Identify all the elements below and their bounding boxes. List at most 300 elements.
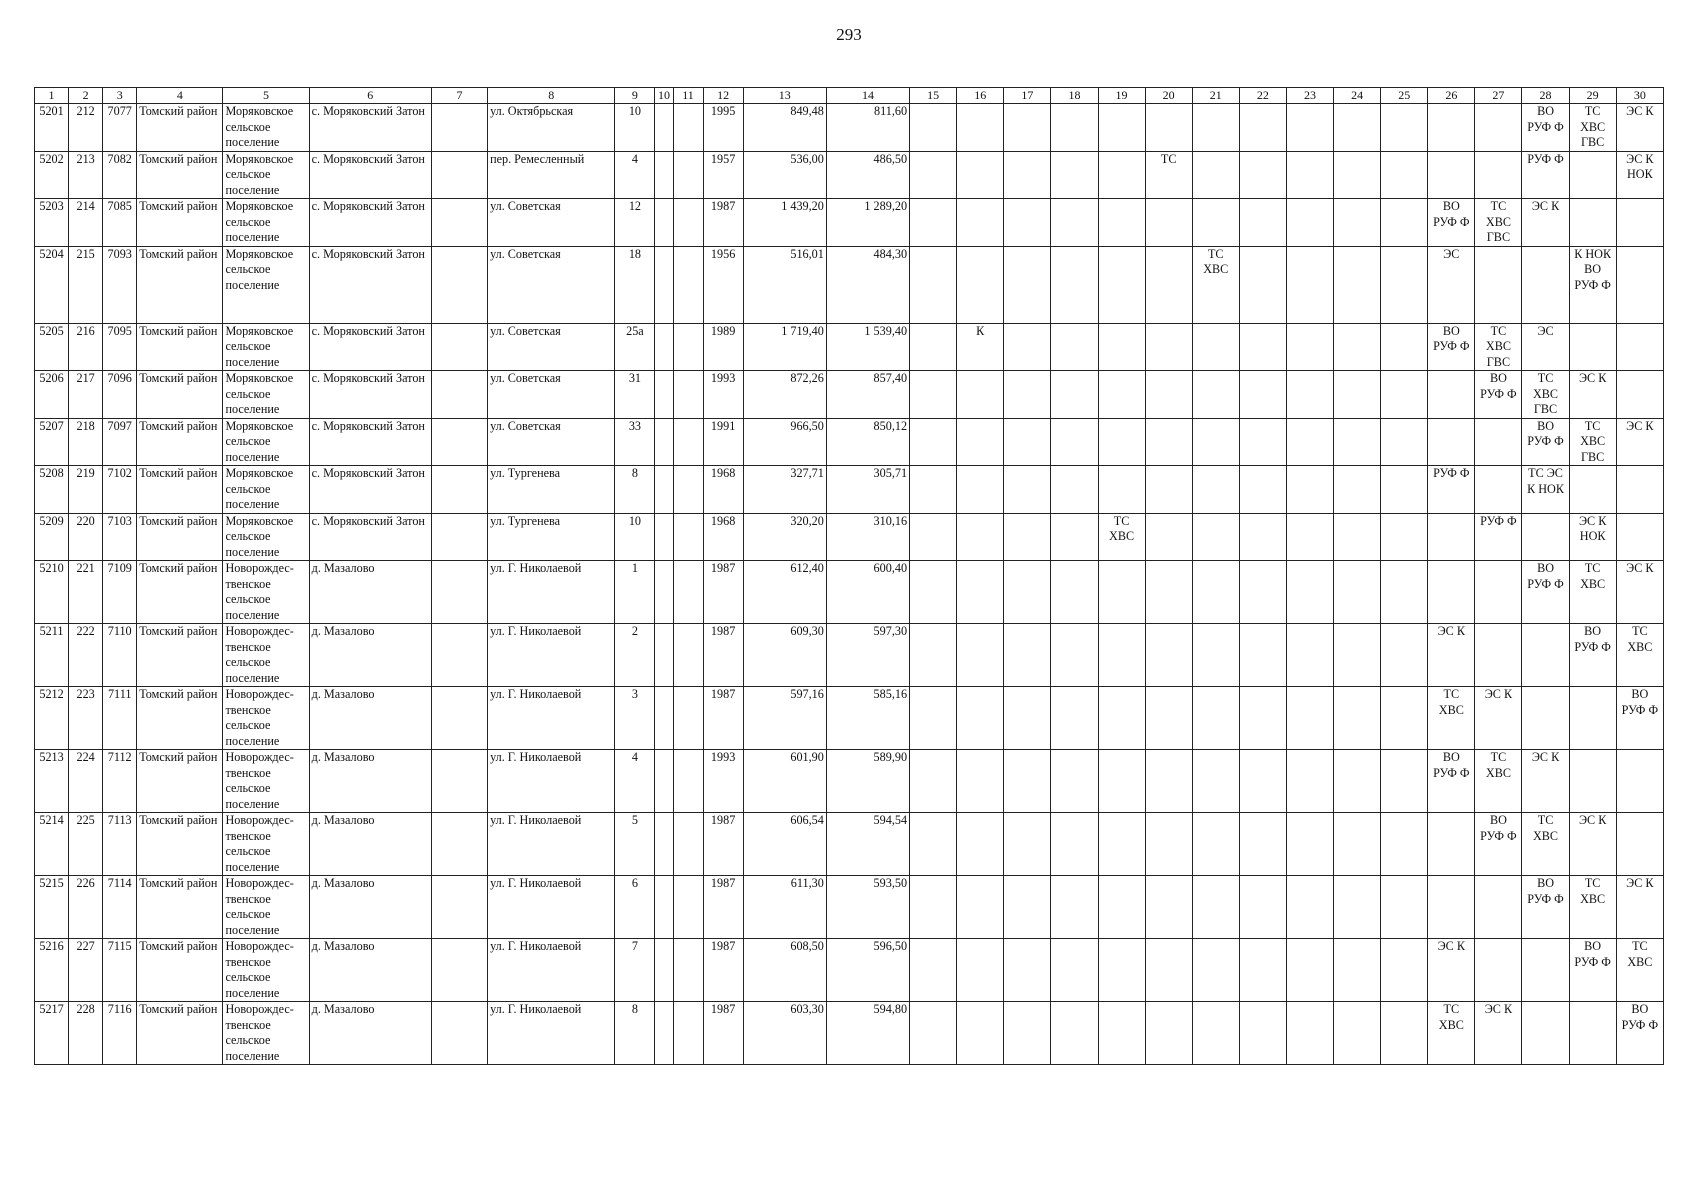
- column-11-cell: [673, 104, 703, 152]
- column-10-cell: [655, 624, 673, 687]
- column-header-28: 28: [1522, 88, 1569, 104]
- work-type-cell-17: [1004, 876, 1051, 939]
- work-type-cell-30: ЭС К: [1616, 104, 1663, 152]
- year-built-cell: 1995: [703, 104, 743, 152]
- settlement-cell: Моряковское сельское поселение: [223, 513, 309, 561]
- settlement-cell: Новорождес-твенское сельское поселение: [223, 561, 309, 624]
- work-type-cell-26: [1428, 813, 1475, 876]
- column-header-22: 22: [1239, 88, 1286, 104]
- column-header-23: 23: [1286, 88, 1333, 104]
- locality-cell: с. Моряковский Затон: [309, 418, 431, 466]
- page-number: 293: [836, 25, 862, 44]
- work-type-cell-18: [1051, 1002, 1098, 1065]
- work-type-cell-21: [1192, 750, 1239, 813]
- work-type-cell-30: ЭС К: [1616, 561, 1663, 624]
- object-code-cell: 7082: [103, 151, 137, 199]
- work-type-cell-17: [1004, 813, 1051, 876]
- column-7-cell: [431, 561, 487, 624]
- work-type-cell-23: [1286, 624, 1333, 687]
- work-type-cell-21: [1192, 561, 1239, 624]
- work-type-cell-24: [1334, 624, 1381, 687]
- work-type-cell-26: РУФ Ф: [1428, 466, 1475, 514]
- work-type-cell-26: ВО РУФ Ф: [1428, 323, 1475, 371]
- column-11-cell: [673, 371, 703, 419]
- settlement-cell: Моряковское сельское поселение: [223, 418, 309, 466]
- column-7-cell: [431, 246, 487, 323]
- object-code-cell: 7109: [103, 561, 137, 624]
- column-10-cell: [655, 1002, 673, 1065]
- work-type-cell-19: [1098, 199, 1145, 247]
- work-type-cell-23: [1286, 1002, 1333, 1065]
- work-type-cell-23: [1286, 687, 1333, 750]
- work-type-cell-17: [1004, 1002, 1051, 1065]
- row-number-cell: 5202: [35, 151, 69, 199]
- work-type-cell-22: [1239, 750, 1286, 813]
- work-type-cell-15: [910, 876, 957, 939]
- sequence-number-cell: 228: [69, 1002, 103, 1065]
- living-area-cell: 305,71: [826, 466, 909, 514]
- work-type-cell-20: [1145, 246, 1192, 323]
- street-cell: ул. Г. Николаевой: [488, 813, 615, 876]
- work-type-cell-27: ТС ХВС ГВС: [1475, 199, 1522, 247]
- table-row: [35, 104, 1664, 152]
- column-11-cell: [673, 513, 703, 561]
- column-header-15: 15: [910, 88, 957, 104]
- living-area-cell: 596,50: [826, 939, 909, 1002]
- work-type-cell-22: [1239, 1002, 1286, 1065]
- sequence-number-cell: 226: [69, 876, 103, 939]
- living-area-cell: 857,40: [826, 371, 909, 419]
- column-10-cell: [655, 939, 673, 1002]
- table-row: [35, 750, 1664, 813]
- work-type-cell-28: ВО РУФ Ф: [1522, 561, 1569, 624]
- column-number-row: [35, 88, 1664, 104]
- work-type-cell-26: [1428, 151, 1475, 199]
- locality-cell: д. Мазалово: [309, 624, 431, 687]
- work-type-cell-18: [1051, 876, 1098, 939]
- total-area-cell: 611,30: [743, 876, 826, 939]
- work-type-cell-30: [1616, 199, 1663, 247]
- work-type-cell-15: [910, 371, 957, 419]
- sequence-number-cell: 219: [69, 466, 103, 514]
- work-type-cell-18: [1051, 750, 1098, 813]
- table-row: [35, 561, 1664, 624]
- column-10-cell: [655, 750, 673, 813]
- column-11-cell: [673, 939, 703, 1002]
- year-built-cell: 1987: [703, 813, 743, 876]
- year-built-cell: 1987: [703, 687, 743, 750]
- total-area-cell: 608,50: [743, 939, 826, 1002]
- column-7-cell: [431, 151, 487, 199]
- column-header-1: 1: [35, 88, 69, 104]
- house-number-cell: 2: [615, 624, 655, 687]
- work-type-cell-29: [1569, 750, 1616, 813]
- street-cell: ул. Советская: [488, 323, 615, 371]
- work-type-cell-15: [910, 513, 957, 561]
- work-type-cell-28: РУФ Ф: [1522, 151, 1569, 199]
- work-type-cell-20: [1145, 624, 1192, 687]
- work-type-cell-15: [910, 246, 957, 323]
- work-type-cell-25: [1381, 371, 1428, 419]
- work-type-cell-24: [1334, 876, 1381, 939]
- work-type-cell-28: ВО РУФ Ф: [1522, 876, 1569, 939]
- column-header-30: 30: [1616, 88, 1663, 104]
- year-built-cell: 1968: [703, 466, 743, 514]
- work-type-cell-24: [1334, 466, 1381, 514]
- work-type-cell-20: [1145, 1002, 1192, 1065]
- living-area-cell: 597,30: [826, 624, 909, 687]
- column-10-cell: [655, 199, 673, 247]
- work-type-cell-30: [1616, 323, 1663, 371]
- work-type-cell-24: [1334, 323, 1381, 371]
- work-type-cell-17: [1004, 104, 1051, 152]
- work-type-cell-15: [910, 466, 957, 514]
- work-type-cell-25: [1381, 813, 1428, 876]
- year-built-cell: 1987: [703, 1002, 743, 1065]
- work-type-cell-22: [1239, 624, 1286, 687]
- house-number-cell: 25а: [615, 323, 655, 371]
- object-code-cell: 7103: [103, 513, 137, 561]
- work-type-cell-19: ТС ХВС: [1098, 513, 1145, 561]
- column-10-cell: [655, 371, 673, 419]
- living-area-cell: 1 289,20: [826, 199, 909, 247]
- work-type-cell-20: [1145, 513, 1192, 561]
- street-cell: ул. Г. Николаевой: [488, 561, 615, 624]
- column-header-17: 17: [1004, 88, 1051, 104]
- work-type-cell-25: [1381, 323, 1428, 371]
- living-area-cell: 310,16: [826, 513, 909, 561]
- work-type-cell-27: [1475, 466, 1522, 514]
- work-type-cell-27: ЭС К: [1475, 687, 1522, 750]
- work-type-cell-28: [1522, 624, 1569, 687]
- total-area-cell: 1 719,40: [743, 323, 826, 371]
- column-7-cell: [431, 104, 487, 152]
- registry-table: [34, 87, 1664, 1065]
- column-7-cell: [431, 199, 487, 247]
- work-type-cell-24: [1334, 687, 1381, 750]
- table-row: [35, 371, 1664, 419]
- work-type-cell-28: ТС ЭС К НОК: [1522, 466, 1569, 514]
- work-type-cell-20: [1145, 561, 1192, 624]
- locality-cell: с. Моряковский Затон: [309, 199, 431, 247]
- settlement-cell: Моряковское сельское поселение: [223, 323, 309, 371]
- work-type-cell-25: [1381, 513, 1428, 561]
- work-type-cell-19: [1098, 813, 1145, 876]
- work-type-cell-26: ЭС К: [1428, 624, 1475, 687]
- work-type-cell-24: [1334, 199, 1381, 247]
- living-area-cell: 486,50: [826, 151, 909, 199]
- living-area-cell: 589,90: [826, 750, 909, 813]
- work-type-cell-22: [1239, 371, 1286, 419]
- work-type-cell-30: ЭС К: [1616, 876, 1663, 939]
- work-type-cell-28: ТС ХВС: [1522, 813, 1569, 876]
- work-type-cell-23: [1286, 561, 1333, 624]
- column-7-cell: [431, 624, 487, 687]
- work-type-cell-23: [1286, 246, 1333, 323]
- settlement-cell: Моряковское сельское поселение: [223, 151, 309, 199]
- object-code-cell: 7111: [103, 687, 137, 750]
- column-11-cell: [673, 687, 703, 750]
- work-type-cell-15: [910, 561, 957, 624]
- work-type-cell-22: [1239, 418, 1286, 466]
- work-type-cell-15: [910, 939, 957, 1002]
- work-type-cell-17: [1004, 750, 1051, 813]
- work-type-cell-23: [1286, 513, 1333, 561]
- work-type-cell-26: [1428, 876, 1475, 939]
- work-type-cell-28: [1522, 1002, 1569, 1065]
- street-cell: ул. Октябрьская: [488, 104, 615, 152]
- work-type-cell-21: [1192, 418, 1239, 466]
- work-type-cell-25: [1381, 687, 1428, 750]
- work-type-cell-23: [1286, 876, 1333, 939]
- work-type-cell-23: [1286, 371, 1333, 419]
- work-type-cell-29: [1569, 199, 1616, 247]
- work-type-cell-16: [957, 624, 1004, 687]
- work-type-cell-27: [1475, 624, 1522, 687]
- work-type-cell-25: [1381, 199, 1428, 247]
- column-11-cell: [673, 876, 703, 939]
- row-number-cell: 5204: [35, 246, 69, 323]
- year-built-cell: 1968: [703, 513, 743, 561]
- settlement-cell: Новорождес-твенское сельское поселение: [223, 624, 309, 687]
- work-type-cell-15: [910, 624, 957, 687]
- house-number-cell: 3: [615, 687, 655, 750]
- work-type-cell-17: [1004, 418, 1051, 466]
- work-type-cell-18: [1051, 513, 1098, 561]
- row-number-cell: 5205: [35, 323, 69, 371]
- column-7-cell: [431, 371, 487, 419]
- column-header-26: 26: [1428, 88, 1475, 104]
- table-row: [35, 323, 1664, 371]
- column-7-cell: [431, 323, 487, 371]
- living-area-cell: 484,30: [826, 246, 909, 323]
- work-type-cell-18: [1051, 624, 1098, 687]
- street-cell: ул. Тургенева: [488, 466, 615, 514]
- work-type-cell-19: [1098, 104, 1145, 152]
- settlement-cell: Моряковское сельское поселение: [223, 199, 309, 247]
- house-number-cell: 10: [615, 513, 655, 561]
- settlement-cell: Новорождес-твенское сельское поселение: [223, 750, 309, 813]
- locality-cell: д. Мазалово: [309, 750, 431, 813]
- locality-cell: с. Моряковский Затон: [309, 246, 431, 323]
- living-area-cell: 593,50: [826, 876, 909, 939]
- work-type-cell-16: [957, 466, 1004, 514]
- work-type-cell-15: [910, 418, 957, 466]
- work-type-cell-17: [1004, 513, 1051, 561]
- work-type-cell-24: [1334, 371, 1381, 419]
- work-type-cell-19: [1098, 323, 1145, 371]
- work-type-cell-16: [957, 151, 1004, 199]
- work-type-cell-30: [1616, 466, 1663, 514]
- settlement-cell: Новорождес-твенское сельское поселение: [223, 876, 309, 939]
- sequence-number-cell: 214: [69, 199, 103, 247]
- work-type-cell-21: [1192, 513, 1239, 561]
- work-type-cell-16: [957, 561, 1004, 624]
- work-type-cell-22: [1239, 466, 1286, 514]
- year-built-cell: 1991: [703, 418, 743, 466]
- locality-cell: с. Моряковский Затон: [309, 513, 431, 561]
- total-area-cell: 609,30: [743, 624, 826, 687]
- work-type-cell-17: [1004, 939, 1051, 1002]
- living-area-cell: 1 539,40: [826, 323, 909, 371]
- column-10-cell: [655, 876, 673, 939]
- street-cell: ул. Г. Николаевой: [488, 624, 615, 687]
- work-type-cell-24: [1334, 813, 1381, 876]
- locality-cell: с. Моряковский Затон: [309, 104, 431, 152]
- total-area-cell: 516,01: [743, 246, 826, 323]
- work-type-cell-28: ЭС: [1522, 323, 1569, 371]
- work-type-cell-15: [910, 199, 957, 247]
- work-type-cell-22: [1239, 199, 1286, 247]
- work-type-cell-18: [1051, 199, 1098, 247]
- column-header-21: 21: [1192, 88, 1239, 104]
- year-built-cell: 1993: [703, 750, 743, 813]
- work-type-cell-17: [1004, 624, 1051, 687]
- work-type-cell-19: [1098, 561, 1145, 624]
- district-cell: Томский район: [137, 104, 223, 152]
- work-type-cell-25: [1381, 466, 1428, 514]
- column-11-cell: [673, 750, 703, 813]
- work-type-cell-27: [1475, 561, 1522, 624]
- street-cell: ул. Советская: [488, 246, 615, 323]
- settlement-cell: Моряковское сельское поселение: [223, 466, 309, 514]
- locality-cell: с. Моряковский Затон: [309, 371, 431, 419]
- work-type-cell-23: [1286, 466, 1333, 514]
- settlement-cell: Моряковское сельское поселение: [223, 104, 309, 152]
- street-cell: ул. Г. Николаевой: [488, 1002, 615, 1065]
- house-number-cell: 4: [615, 151, 655, 199]
- total-area-cell: 1 439,20: [743, 199, 826, 247]
- work-type-cell-20: [1145, 750, 1192, 813]
- total-area-cell: 849,48: [743, 104, 826, 152]
- work-type-cell-28: [1522, 246, 1569, 323]
- work-type-cell-18: [1051, 813, 1098, 876]
- work-type-cell-17: [1004, 199, 1051, 247]
- work-type-cell-19: [1098, 466, 1145, 514]
- row-number-cell: 5201: [35, 104, 69, 152]
- work-type-cell-22: [1239, 939, 1286, 1002]
- work-type-cell-20: [1145, 323, 1192, 371]
- total-area-cell: 603,30: [743, 1002, 826, 1065]
- column-header-6: 6: [309, 88, 431, 104]
- row-number-cell: 5213: [35, 750, 69, 813]
- column-10-cell: [655, 466, 673, 514]
- work-type-cell-22: [1239, 876, 1286, 939]
- street-cell: пер. Ремесленный: [488, 151, 615, 199]
- table-row: [35, 939, 1664, 1002]
- row-number-cell: 5216: [35, 939, 69, 1002]
- work-type-cell-19: [1098, 151, 1145, 199]
- work-type-cell-20: [1145, 687, 1192, 750]
- column-7-cell: [431, 1002, 487, 1065]
- work-type-cell-27: ЭС К: [1475, 1002, 1522, 1065]
- work-type-cell-23: [1286, 939, 1333, 1002]
- living-area-cell: 594,80: [826, 1002, 909, 1065]
- column-7-cell: [431, 813, 487, 876]
- work-type-cell-21: [1192, 687, 1239, 750]
- work-type-cell-25: [1381, 246, 1428, 323]
- work-type-cell-20: [1145, 371, 1192, 419]
- work-type-cell-30: [1616, 246, 1663, 323]
- district-cell: Томский район: [137, 1002, 223, 1065]
- work-type-cell-26: ТС ХВС: [1428, 1002, 1475, 1065]
- work-type-cell-16: [957, 513, 1004, 561]
- total-area-cell: 320,20: [743, 513, 826, 561]
- work-type-cell-22: [1239, 687, 1286, 750]
- total-area-cell: 597,16: [743, 687, 826, 750]
- total-area-cell: 327,71: [743, 466, 826, 514]
- settlement-cell: Моряковское сельское поселение: [223, 371, 309, 419]
- work-type-cell-17: [1004, 561, 1051, 624]
- work-type-cell-29: ВО РУФ Ф: [1569, 624, 1616, 687]
- column-10-cell: [655, 418, 673, 466]
- street-cell: ул. Г. Николаевой: [488, 876, 615, 939]
- district-cell: Томский район: [137, 876, 223, 939]
- work-type-cell-24: [1334, 1002, 1381, 1065]
- work-type-cell-16: [957, 813, 1004, 876]
- row-number-cell: 5214: [35, 813, 69, 876]
- row-number-cell: 5206: [35, 371, 69, 419]
- work-type-cell-23: [1286, 104, 1333, 152]
- work-type-cell-22: [1239, 104, 1286, 152]
- column-header-12: 12: [703, 88, 743, 104]
- work-type-cell-16: [957, 876, 1004, 939]
- total-area-cell: 612,40: [743, 561, 826, 624]
- work-type-cell-22: [1239, 246, 1286, 323]
- column-header-25: 25: [1381, 88, 1428, 104]
- settlement-cell: Моряковское сельское поселение: [223, 246, 309, 323]
- column-header-8: 8: [488, 88, 615, 104]
- house-number-cell: 33: [615, 418, 655, 466]
- work-type-cell-22: [1239, 513, 1286, 561]
- work-type-cell-18: [1051, 151, 1098, 199]
- house-number-cell: 8: [615, 1002, 655, 1065]
- living-area-cell: 811,60: [826, 104, 909, 152]
- district-cell: Томский район: [137, 466, 223, 514]
- row-number-cell: 5217: [35, 1002, 69, 1065]
- work-type-cell-18: [1051, 939, 1098, 1002]
- object-code-cell: 7095: [103, 323, 137, 371]
- house-number-cell: 6: [615, 876, 655, 939]
- living-area-cell: 600,40: [826, 561, 909, 624]
- sequence-number-cell: 213: [69, 151, 103, 199]
- row-number-cell: 5215: [35, 876, 69, 939]
- column-header-29: 29: [1569, 88, 1616, 104]
- work-type-cell-26: ТС ХВС: [1428, 687, 1475, 750]
- work-type-cell-16: [957, 687, 1004, 750]
- work-type-cell-29: ВО РУФ Ф: [1569, 939, 1616, 1002]
- work-type-cell-29: ЭС К: [1569, 371, 1616, 419]
- sequence-number-cell: 224: [69, 750, 103, 813]
- work-type-cell-30: [1616, 513, 1663, 561]
- work-type-cell-15: [910, 750, 957, 813]
- work-type-cell-18: [1051, 687, 1098, 750]
- total-area-cell: 606,54: [743, 813, 826, 876]
- year-built-cell: 1987: [703, 876, 743, 939]
- work-type-cell-27: [1475, 104, 1522, 152]
- work-type-cell-29: ТС ХВС: [1569, 876, 1616, 939]
- house-number-cell: 8: [615, 466, 655, 514]
- column-11-cell: [673, 813, 703, 876]
- year-built-cell: 1987: [703, 199, 743, 247]
- work-type-cell-28: [1522, 513, 1569, 561]
- work-type-cell-17: [1004, 151, 1051, 199]
- column-header-14: 14: [826, 88, 909, 104]
- table-row: [35, 876, 1664, 939]
- table-row: [35, 1002, 1664, 1065]
- sequence-number-cell: 227: [69, 939, 103, 1002]
- column-11-cell: [673, 1002, 703, 1065]
